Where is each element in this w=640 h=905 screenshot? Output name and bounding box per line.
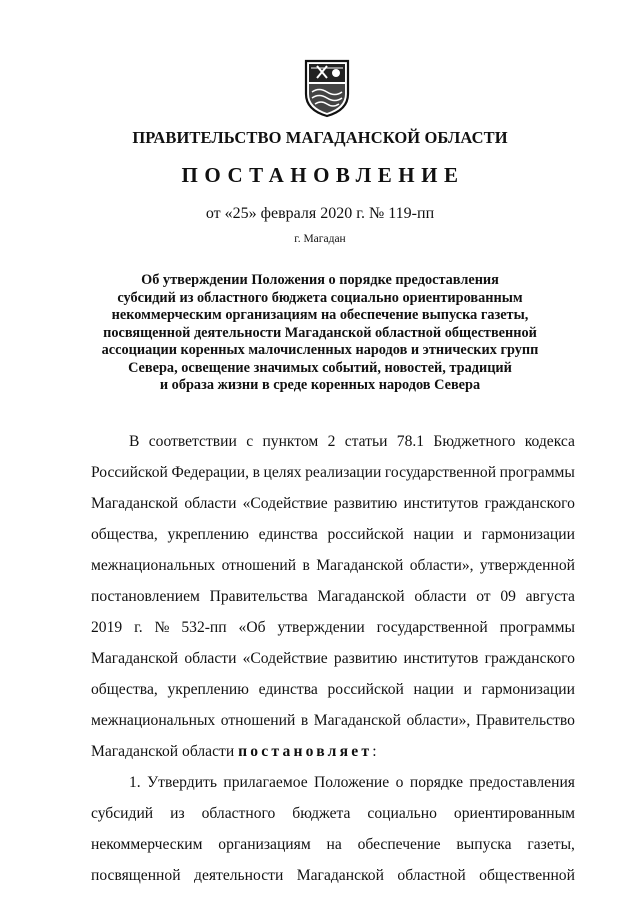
word: институтов [403,650,479,667]
word: гражданского [484,650,575,667]
word: Магаданской [296,867,384,884]
body-line [91,649,575,669]
word: Утвердить [147,774,217,791]
word: Правительства [209,588,308,605]
word: социально [367,805,437,822]
body-line [91,525,575,545]
word: Магаданской [317,588,405,605]
word: выпуска [456,836,512,853]
subject-line: ассоциации коренных малочисленных народов и этнических групп [101,342,539,358]
body-line [91,680,575,700]
word: «Содействие [242,650,328,667]
word: 2 [327,433,336,450]
word: некоммерческим [91,836,203,853]
word: Магаданской [313,712,401,729]
body-line [129,432,575,452]
word: организациям [218,836,311,853]
body-line [91,618,575,638]
word: государственной [384,464,497,481]
government-name: ПРАВИТЕЛЬСТВО МАГАДАНСКОЙ ОБЛАСТИ [132,128,508,147]
word: Положение [314,774,390,791]
document-subject [60,272,580,395]
word: из [170,805,185,822]
word: № [154,619,170,636]
word: программы [499,619,575,636]
word: постановлением [91,588,200,605]
word: кодекса [524,433,575,450]
word: нации [413,681,454,698]
word: 532-пп [181,619,227,636]
word: гармонизации [481,526,575,543]
word: предоставления [469,774,575,791]
word: 1. [129,774,141,791]
body-line-resolution [91,742,575,762]
word: утвержденной [479,557,575,574]
word: единства [258,681,318,698]
resolution-word: постановляет [238,743,373,760]
word: 78.1 [396,433,425,450]
document-type: ПОСТАНОВЛЕНИЕ [181,163,465,187]
word: г. [134,619,143,636]
word: области [414,588,467,605]
word: укреплению [167,681,249,698]
word: институтов [403,495,479,512]
word: обеспечение [357,836,441,853]
word: 2019 [91,619,123,636]
item1-line [91,866,575,886]
item1-line [91,835,575,855]
subject-line: и образа жизни в среде коренных народов Севера [159,377,481,393]
word: бюджета [292,805,351,822]
word: соответствии [148,433,237,450]
word: межнациональных [91,557,216,574]
item1-line [91,804,575,824]
word: от [476,588,491,605]
body-line [91,494,575,514]
word: развитию [333,650,398,667]
word: ориентированным [453,805,575,822]
word: нации [413,526,454,543]
word: В [129,433,140,450]
document-date-number: от «25» февраля 2020 г. № 119-пп [205,205,435,222]
word: области», [406,712,471,729]
word: деятельности [194,867,284,884]
word: в [302,557,310,574]
coat-of-arms-icon [303,58,351,118]
word: единства [258,526,318,543]
word: общества, [91,526,158,543]
word: Магаданской [91,650,179,667]
word: на [326,836,342,853]
body-line [91,463,575,483]
word: в [300,712,309,729]
word: 09 [500,588,516,605]
body-line [91,711,575,731]
word: посвященной [91,867,181,884]
word: реализации [305,464,382,481]
word: Правительство [475,712,575,729]
word: прилагаемое [223,774,308,791]
word: гражданского [484,495,575,512]
word: общества, [91,681,158,698]
word: Магаданской [316,557,404,574]
word: «Содействие [242,495,328,512]
word: развитию [333,495,398,512]
word: пунктом [262,433,319,450]
word: государственной [376,619,488,636]
word: Магаданской [91,495,179,512]
word: о [395,774,404,791]
word: утверждении [277,619,365,636]
word: субсидий [91,805,154,822]
body-line [91,587,575,607]
word: программы [499,464,575,481]
word: гармонизации [481,681,575,698]
word: Российской [91,464,168,481]
word: «Об [238,619,266,636]
word: отношений [220,712,296,729]
resolution-prefix: Магаданской области [91,743,235,760]
word: с [246,433,254,450]
word: российской [327,526,404,543]
subject-line: Севера, освещение значимых событий, новостей, традиций [128,359,512,376]
word: августа [525,588,575,605]
word: межнациональных [91,712,216,729]
word: российской [327,681,404,698]
word: области», [409,557,474,574]
word: газеты, [527,836,575,853]
subject-line: Об утверждении Положения о порядке предоставления [141,272,499,288]
subject-line: некоммерческим организациям на обеспечение выпуска газеты, [111,307,529,323]
item1-line [129,773,575,793]
word: Федерации, [171,464,249,481]
word: областного [201,805,276,822]
word: порядке [409,774,463,791]
subject-line: посвященной деятельности Магаданской областной общественной [103,324,537,341]
word: Бюджетного [433,433,516,450]
word: статьи [344,433,388,450]
word: области [184,495,237,512]
word: и [463,526,472,543]
word: укреплению [167,526,249,543]
document-city: г. Магадан [294,233,346,245]
word: общественной [479,867,575,884]
body-line [91,556,575,576]
word: и [463,681,472,698]
resolution-colon: : [372,743,377,760]
word: областной [397,867,466,884]
word: отношений [221,557,297,574]
word: области [184,650,237,667]
word: целях [263,464,302,481]
subject-line: субсидий из областного бюджета социально ориентированным [117,289,523,306]
word: в [252,464,260,481]
